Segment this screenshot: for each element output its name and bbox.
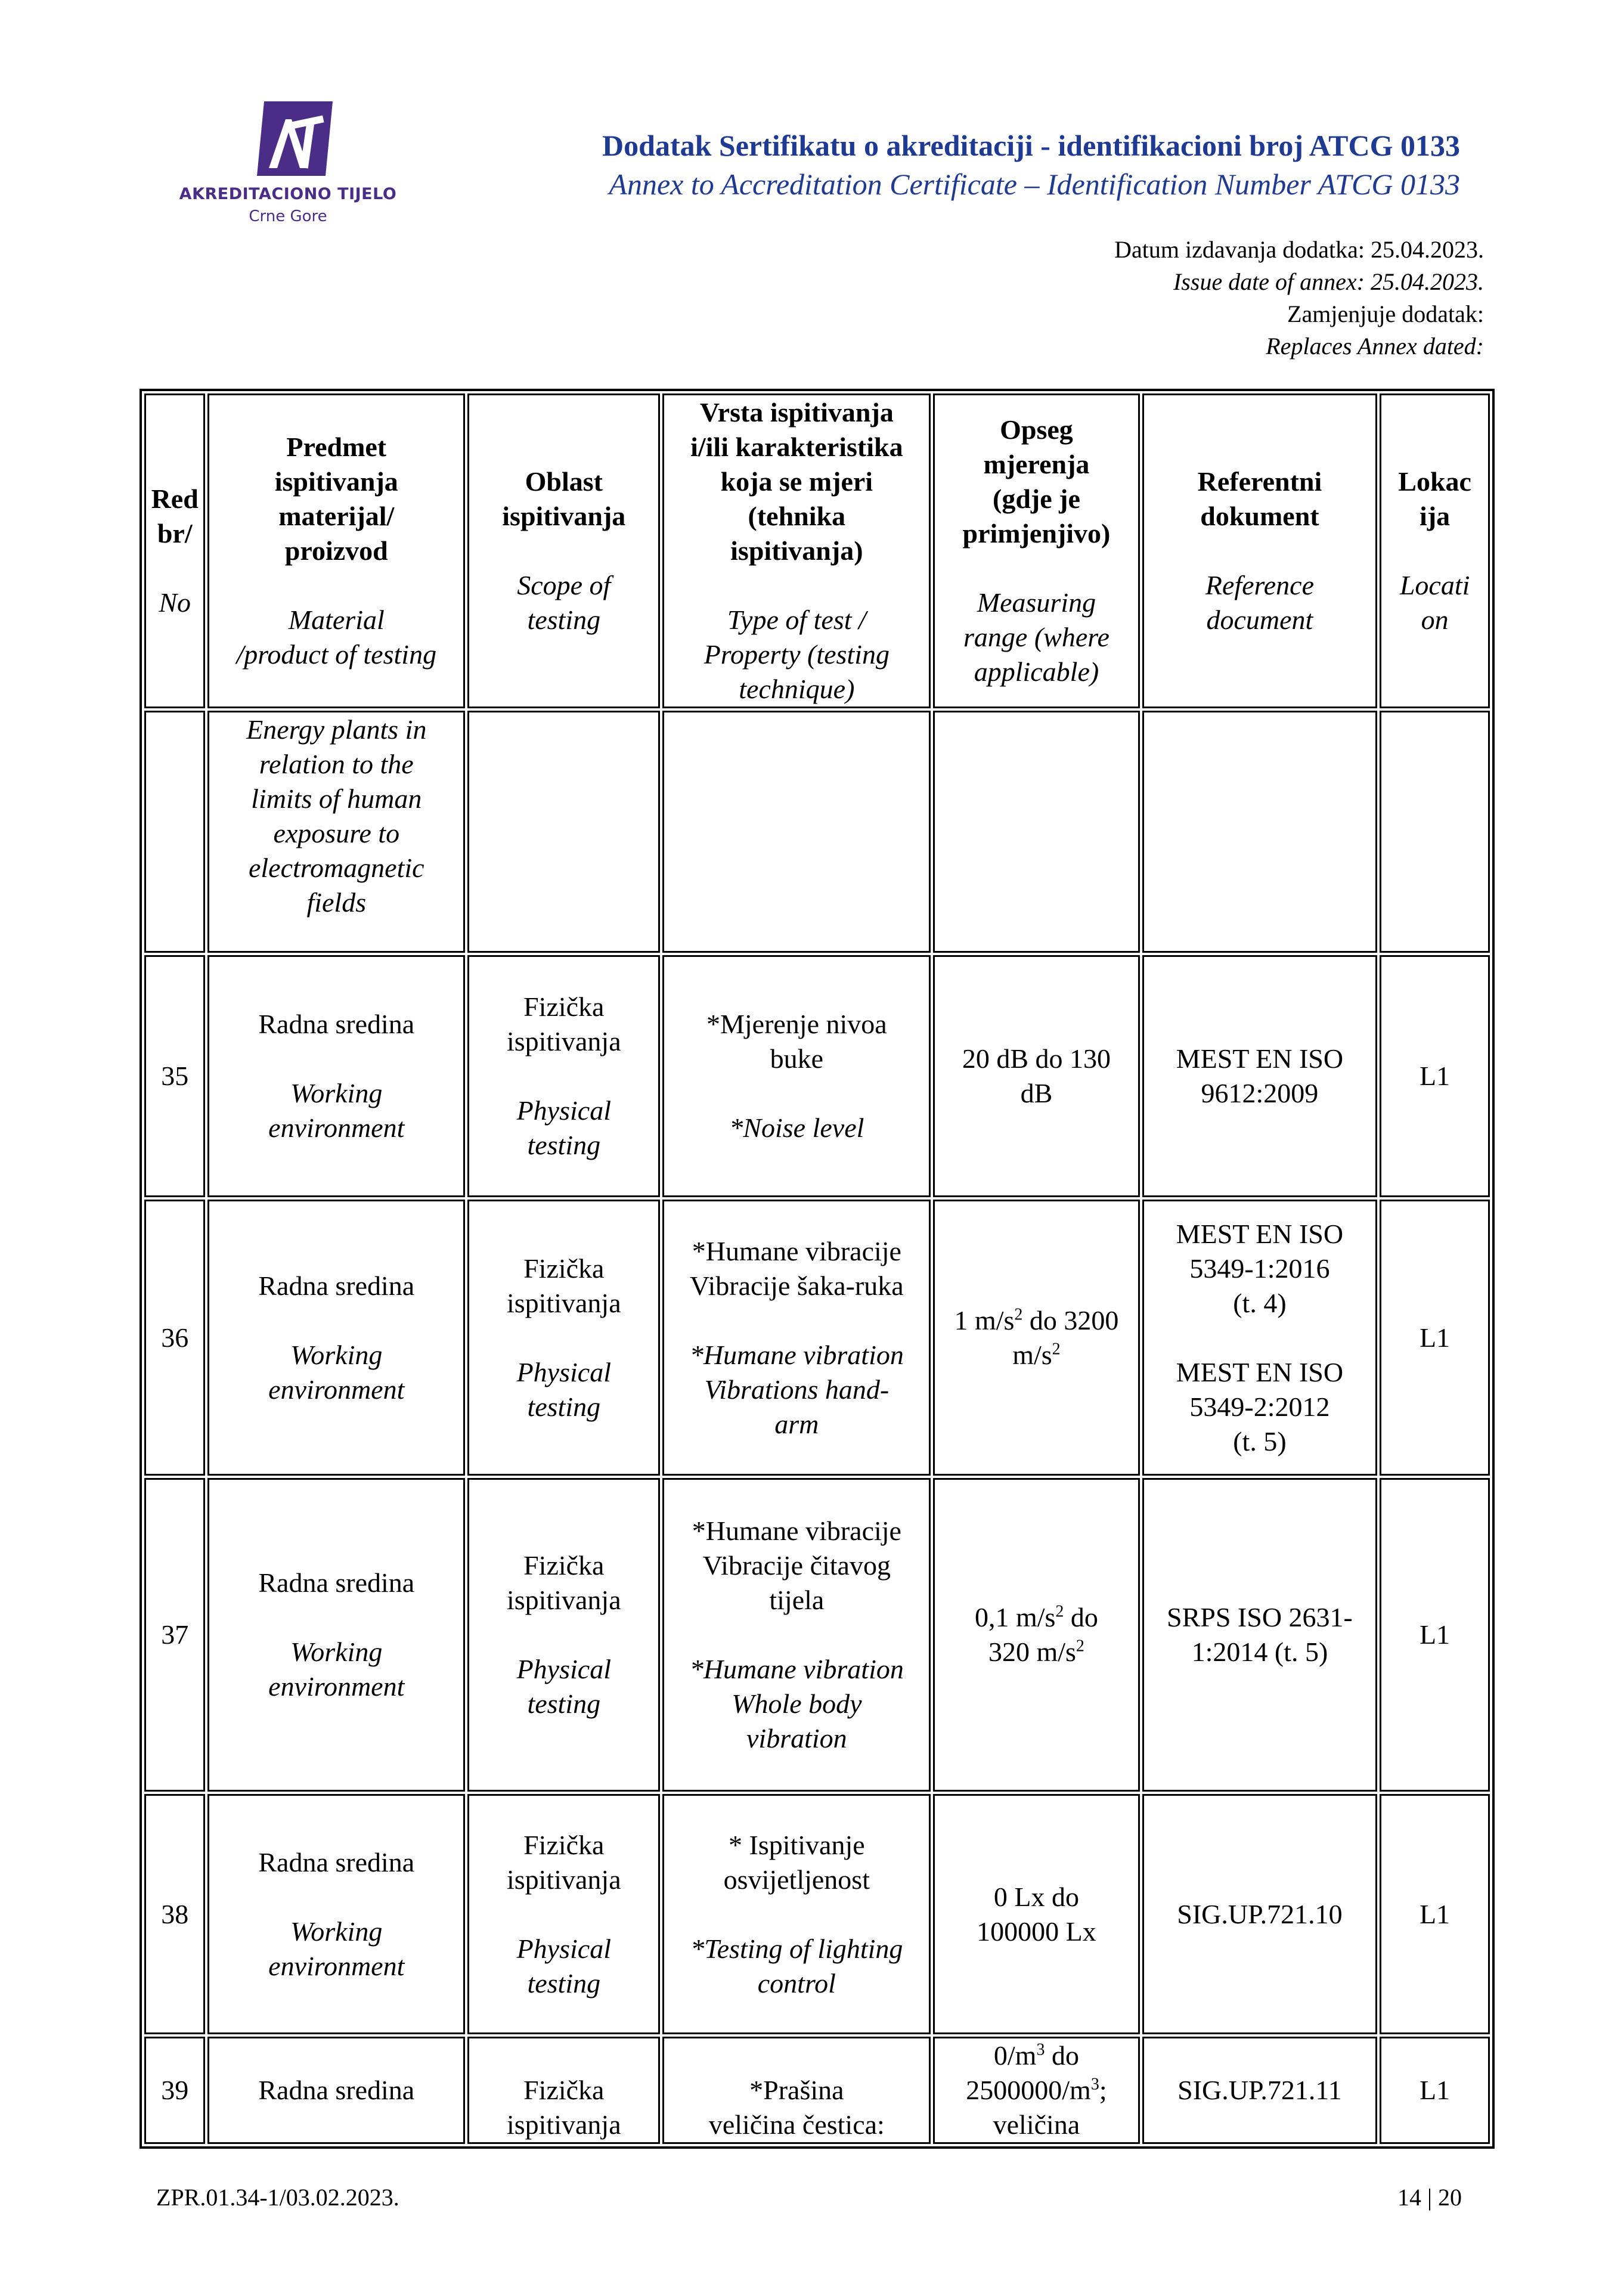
scope-table [140,389,1495,2149]
col-header-reference: Referentni dokument Reference document [1142,393,1378,708]
cell-material: Radna sredina Working environment [207,1794,465,2034]
cell-no [144,711,205,953]
table-row [144,1200,1490,1476]
accreditation-logo [160,101,416,238]
cell-reference: SIG.UP.721.11 [1142,2037,1378,2144]
cell-range: 1 $m/s^2$ do 3200 $m/s^2$ [933,1200,1139,1476]
cell-location: L1 [1380,955,1490,1197]
cell-material: Radna sredina Working environment [207,1478,465,1792]
table-row [144,2037,1490,2144]
logo-subname: Crne Gore [249,207,327,225]
cell-type: *Prašina veličina čestica: [662,2037,931,2144]
issue-date-en: Issue date of annex: 25.04.2023. [1173,268,1484,295]
col-header-scope: Oblast ispitivanja Scope of testing [467,393,660,708]
cell-scope [467,711,660,953]
cell-reference: SIG.UP.721.10 [1142,1794,1378,2034]
cell-reference [1142,711,1378,953]
cell-material: Radna sredina [207,2037,465,2144]
cell-no: 35 [144,955,205,1197]
table-row [144,955,1490,1197]
document-code: ZPR.01.34-1/03.02.2023. [156,2184,399,2211]
cell-no: 37 [144,1478,205,1792]
cell-type: *Humane vibracije Vibracije šaka-ruka *Humane vibration Vibrations hand- arm [662,1200,931,1476]
table-row [144,1478,1490,1792]
cell-type: *Humane vibracije Vibracije čitavog tijela *Humane vibration Whole body vibration [662,1478,931,1792]
replaces-annex-en: Replaces Annex dated: [1266,333,1484,360]
cell-material: Radna sredina Working environment [207,955,465,1197]
cell-reference: MEST EN ISO 9612:2009 [1142,955,1378,1197]
cell-type [662,711,931,953]
logo-name: AKREDITACIONO TIJELO [179,185,397,203]
col-header-no: Red br/ No [144,393,205,708]
cell-reference: SRPS ISO 2631- 1:2014 (t. 5) [1142,1478,1378,1792]
logo-at-mark-icon [257,101,333,176]
col-header-location: Lokac ija Locati on [1380,393,1490,708]
cell-scope: Fizička ispitivanja Physical testing [467,1200,660,1476]
table-header-row [144,393,1490,708]
cell-no: 38 [144,1794,205,2034]
col-header-material: Predmet ispitivanja materijal/ proizvod Material /product of testing [207,393,465,708]
col-header-type: Vrsta ispitivanja i/ili karakteristika koja se mjeri (tehnika ispitivanja) Type of test / Property (testing technique) [662,393,931,708]
page-number: 14 | 20 [1397,2184,1462,2211]
cell-material: Radna sredina Working environment [207,1200,465,1476]
table-row [144,1794,1490,2034]
cell-reference: MEST EN ISO 5349-1:2016 (t. 4) MEST EN ISO 5349-2:2012 (t. 5) [1142,1200,1378,1476]
cell-location: L1 [1380,2037,1490,2144]
cell-type: * Ispitivanje osvijetljenost *Testing of lighting control [662,1794,931,2034]
cell-material: Energy plants in relation to the limits of human exposure to electromagnetic fields [207,711,465,953]
cell-range: 20 dB do 130 dB [933,955,1139,1197]
cell-range [933,711,1139,953]
cell-no: 36 [144,1200,205,1476]
cell-location: L1 [1380,1794,1490,2034]
cell-location [1380,711,1490,953]
document-subtitle: Annex to Accreditation Certificate – Identification Number ATCG 0133 [609,168,1460,201]
issue-date: Datum izdavanja dodatka: 25.04.2023. [1114,236,1484,263]
cell-range: $0/m^3$ do $2500000/m^3$; veličina [933,2037,1139,2144]
cell-type: *Mjerenje nivoa buke *Noise level [662,955,931,1197]
cell-range: 0,1 $m/s^2$ do 320 $m/s^2$ [933,1478,1139,1792]
cell-scope: Fizička ispitivanja Physical testing [467,1794,660,2034]
cell-location: L1 [1380,1200,1490,1476]
cell-location: L1 [1380,1478,1490,1792]
col-header-range: Opseg mjerenja (gdje je primjenjivo) Measuring range (where applicable) [933,393,1139,708]
cell-scope: Fizička ispitivanja Physical testing [467,1478,660,1792]
replaces-annex: Zamjenjuje dodatak: [1287,300,1484,327]
cell-range: 0 Lx do 100000 Lx [933,1794,1139,2034]
cell-no: 39 [144,2037,205,2144]
table-row-continued [144,711,1490,953]
issue-dates [1114,234,1484,362]
document-title: Dodatak Sertifikatu o akreditaciji - identifikacioni broj ATCG 0133 [602,129,1460,162]
cell-scope: Fizička ispitivanja Physical testing [467,955,660,1197]
cell-scope: Fizička ispitivanja [467,2037,660,2144]
